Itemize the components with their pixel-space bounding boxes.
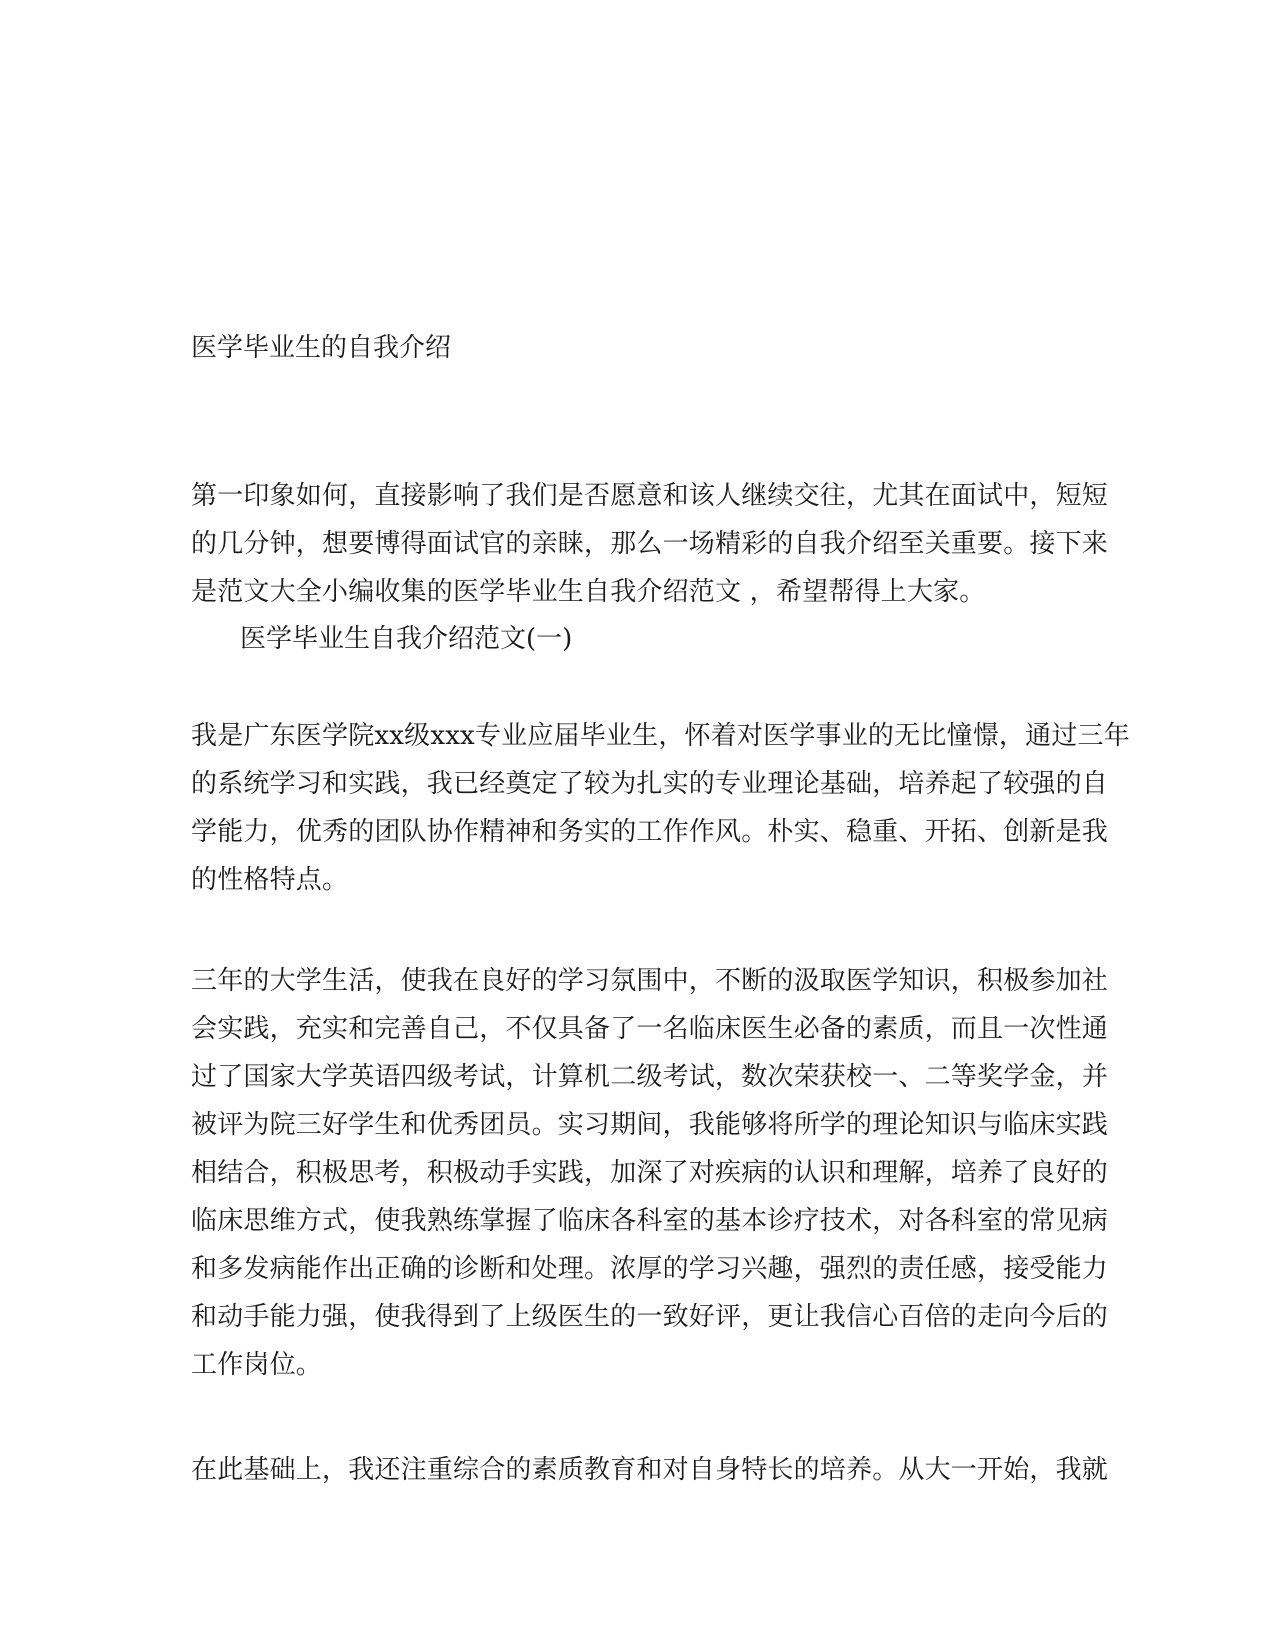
intro-line: 第一印象如何，直接影响了我们是否愿意和该人继续交往，尤其在面试中，短短 bbox=[191, 481, 1109, 511]
document-title: 医学毕业生的自我介绍 bbox=[191, 333, 452, 363]
section-heading: 医学毕业生自我介绍范文(一) bbox=[240, 624, 573, 654]
paragraph-line: 临床思维方式，使我熟练掌握了临床各科室的基本诊疗技术，对各科室的常见病 bbox=[191, 1206, 1109, 1236]
paragraph-line: 三年的大学生活，使我在良好的学习氛围中，不断的汲取医学知识，积极参加社 bbox=[191, 966, 1109, 996]
paragraph-line: 我是广东医学院xx级xxx专业应届毕业生，怀着对医学事业的无比憧憬，通过三年 bbox=[191, 721, 1130, 751]
paragraph-line: 的性格特点。 bbox=[191, 865, 349, 895]
paragraph-line: 和动手能力强，使我得到了上级医生的一致好评，更让我信心百倍的走向今后的 bbox=[191, 1302, 1109, 1332]
intro-paragraph bbox=[191, 472, 1109, 616]
paragraph-line: 会实践，充实和完善自己，不仅具备了一名临床医生必备的素质，而且一次性通 bbox=[191, 1014, 1109, 1044]
paragraph-2 bbox=[191, 957, 1109, 1389]
paragraph-line: 过了国家大学英语四级考试，计算机二级考试，数次荣获校一、二等奖学金，并 bbox=[191, 1062, 1109, 1092]
paragraph-3 bbox=[191, 1446, 1109, 1494]
paragraph-line: 学能力，优秀的团队协作精神和务实的工作作风。朴实、稳重、开拓、创新是我 bbox=[191, 817, 1109, 847]
paragraph-line: 和多发病能作出正确的诊断和处理。浓厚的学习兴趣，强烈的责任感，接受能力 bbox=[191, 1254, 1109, 1284]
paragraph-1 bbox=[191, 712, 1130, 904]
paragraph-line: 被评为院三好学生和优秀团员。实习期间，我能够将所学的理论知识与临床实践 bbox=[191, 1110, 1109, 1140]
paragraph-line: 工作岗位。 bbox=[191, 1350, 323, 1380]
intro-line: 的几分钟，想要博得面试官的亲睐，那么一场精彩的自我介绍至关重要。接下来 bbox=[191, 529, 1109, 559]
paragraph-line: 相结合，积极思考，积极动手实践，加深了对疾病的认识和理解，培养了良好的 bbox=[191, 1158, 1109, 1188]
paragraph-line: 在此基础上，我还注重综合的素质教育和对自身特长的培养。从大一开始，我就 bbox=[191, 1455, 1109, 1485]
intro-line: 是范文大全小编收集的医学毕业生自我介绍范文 ，希望帮得上大家。 bbox=[191, 577, 986, 607]
paragraph-line: 的系统学习和实践，我已经奠定了较为扎实的专业理论基础，培养起了较强的自 bbox=[191, 769, 1109, 799]
